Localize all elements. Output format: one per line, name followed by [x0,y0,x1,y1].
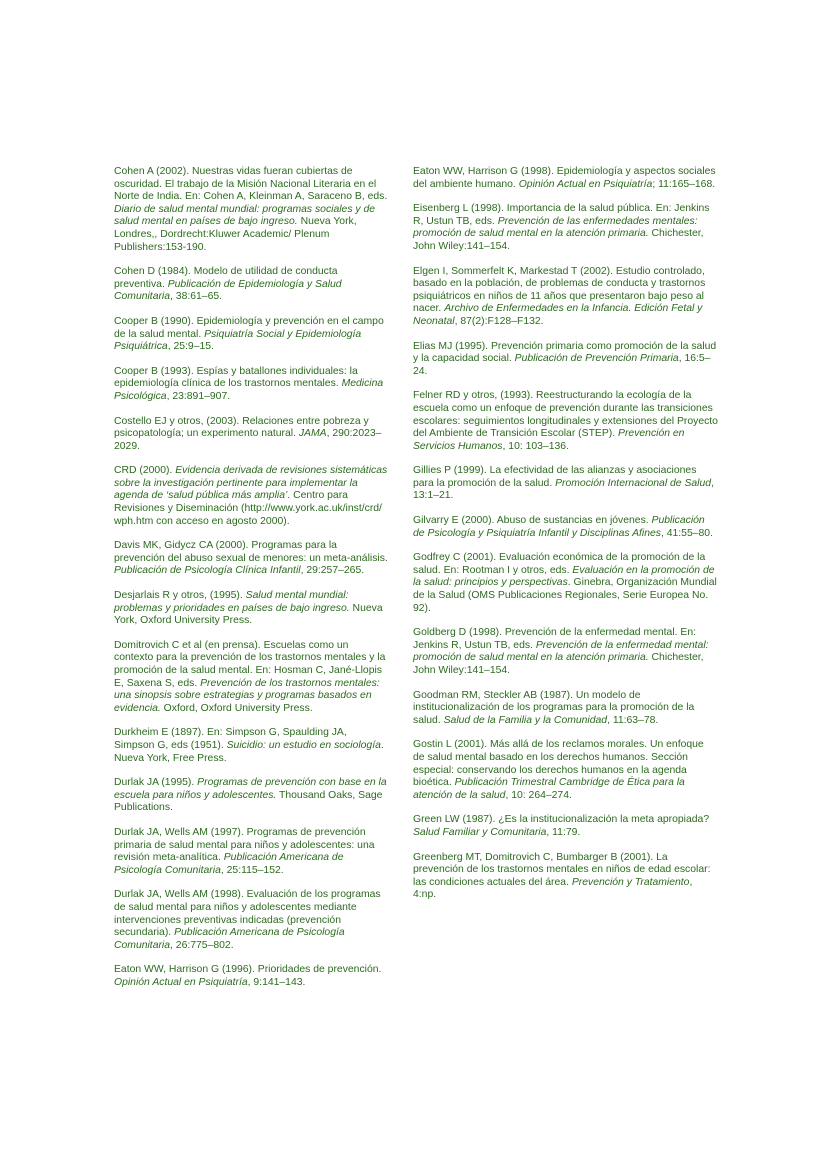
reference-text: Felner RD y otros, (1993). Reestructurando la ecología de la escuela como un enfoque de prevención durante las transiciones escolares: seguimientos longitudinales y extensiones del Proyecto del Ambiente de Transición Escolar (STEP). [413,390,718,440]
reference-text: , 13:1–21. [413,477,714,502]
reference-entry [114,416,390,454]
reference-entry [413,739,718,802]
reference-text: Durlak JA, Wells AM (1998). Evaluación de los programas de salud mental para niños y adolescentes mediante intervenciones preventivas indicadas (prevención secundaria). [114,889,381,939]
reference-source-title: Psiquiatría Social y Epidemiología Psiquiátrica [114,328,362,353]
reference-text: Gostin L (2001). Más allá de los reclamos morales. Un enfoque de salud mental basado en los derechos humanos. Sección especial: conservando los derechos humanos en la agenda bioética. [413,739,704,789]
reference-entry [114,465,390,528]
reference-text: . Ginebra, Organización Mundial de la Salud (OMS Publicaciones Regionales, Serie Europea No. 92). [413,577,717,614]
reference-text: , 10: 264–274. [505,789,572,801]
reference-entry [413,814,718,839]
reference-entry [114,366,390,404]
reference-text: Eaton WW, Harrison G (1998). Epidemiología y aspectos sociales del ambiente humano. [413,166,716,190]
reference-source-title: Prevención de la enfermedad mental: promoción de salud mental en la atención primaria. [413,639,709,664]
reference-text: , 87(2):F128–F132. [454,315,544,327]
reference-entry [413,203,718,253]
reference-text: Eaton WW, Harrison G (1996). Prioridades de prevención. [114,964,382,976]
reference-entry [114,590,390,628]
reference-source-title: Publicación Americana de Psicología Comunitaria [114,927,345,951]
reference-source-title: Suicidio: un estudio en sociología [226,739,381,751]
reference-text: , 25:115–152. [220,864,284,876]
reference-entry [413,266,718,329]
reference-source-title: Publicación de Psicología y Psiquiatría Infantil y Disciplinas Afines [413,515,705,539]
reference-text: CRD (2000). [114,465,176,477]
reference-entry [413,552,718,615]
reference-source-title: Publicación de Prevención Primaria [514,353,679,365]
reference-text: Eisenberg L (1998). Importancia de la salud pública. En: Jenkins R, Ustun TB, eds. [413,203,710,227]
reference-entry [413,465,718,503]
reference-text: Cooper B (1993). Espías y batallones individuales: la epidemiología clínica de los trastornos mentales. [114,365,358,390]
reference-text: Durlak JA (1995). [114,777,198,789]
reference-text: . Centro para Revisiones y Diseminación (http://www.york.ac.uk/inst/crd/ wph.htm con acceso en agosto 2000). [114,490,382,527]
reference-text: , 4:np. [413,876,693,901]
reference-text: Costello EJ y otros, (2003). Relaciones entre pobreza y psicopatología; un experimento natural. [114,415,369,440]
reference-text: Desjarlais R y otros, (1995). [114,590,246,602]
reference-entry [114,540,390,578]
reference-text: , 16:5–24. [413,353,711,377]
reference-text: Elias MJ (1995). Prevención primaria como promoción de la salud y la capacidad social. [413,340,717,365]
reference-entry [114,964,390,989]
reference-text: Oxford, Oxford University Press. [160,702,313,714]
reference-text: Davis MK, Gidycz CA (2000). Programas para la prevención del abuso sexual de menores: un meta-análisis. [114,540,388,564]
reference-entry [114,777,390,815]
reference-text: Elgen I, Sommerfelt K, Markestad T (2002). Estudio controlado, basado en la población, de problemas de conducta y trastornos psiquiátricos en niños de 11 años que presentaron bajo peso al nacer. [413,265,706,315]
reference-source-title: Publicación de Epidemiología y Salud Comunitaria [114,278,342,303]
reference-text: Godfrey C (2001). Evaluación económica de la promoción de la salud. En: Rootman I y otros, eds. [413,552,706,576]
reference-entry [114,827,390,877]
reference-source-title: Archivo de Enfermedades en la Infancia. Edición Fetal y Neonatal [413,303,703,327]
reference-source-title: Prevención de las enfermedades mentales: promoción de salud mental en la atención primaria. [413,215,698,240]
reference-text: Goldberg D (1998). Prevención de la enfermedad mental. En: Jenkins R, Ustun TB, eds. [413,627,697,651]
reference-source-title: Prevención en Servicios Humanos [413,428,685,452]
reference-source-title: Salud Familiar y Comunitaria [413,826,547,838]
reference-source-title: Salud mental mundial: problemas y prioridades en países de bajo ingreso. [114,590,350,614]
reference-text: , 38:61–65. [170,291,223,303]
reference-text: Gilvarry E (2000). Abuso de sustancias en jóvenes. [413,515,652,527]
references-column-right [413,166,718,914]
reference-source-title: Salud de la Familia y la Comunidad [443,714,608,726]
reference-entry [413,690,718,728]
reference-source-title: Opinión Actual en Psiquiatría [518,178,653,190]
reference-text: Cohen A (2002). Nuestras vidas fueran cubiertas de oscuridad. El trabajo de la Misión Nacional Literaria en el Norte de India. En: Cohen A, Kleinman A, Saraceno B, eds. [114,166,388,203]
reference-text: Green LW (1987). ¿Es la institucionalización la meta apropiada? [413,814,710,826]
reference-text: Domitrovich C et al (en prensa). Escuelas como un contexto para la prevención de los trastornos mentales y la promoción de la salud mental. En: Hosman C, Jané-Llopis E, Saxena S, eds. [114,639,386,689]
reference-text: Cohen D (1984). Modelo de utilidad de conducta preventiva. [114,266,338,290]
reference-source-title: Publicación Trimestral Cambridge de Ética para la atención de la salud [413,777,685,801]
reference-text: , 41:55–80. [660,527,713,539]
reference-text: Thousand Oaks, Sage Publications. [114,789,383,814]
reference-entry [114,266,390,304]
reference-text: Gillies P (1999). La efectividad de las alianzas y asociaciones para la promoción de la salud. [413,465,697,489]
reference-text: Chichester, John Wiley:141–154. [413,652,704,676]
reference-entry [114,316,390,354]
reference-text: Durlak JA, Wells AM (1997). Programas de prevención primaria de salud mental para niños y adolescentes: una revisión meta-analítica. [114,826,375,864]
reference-entry [413,166,718,191]
reference-text: , 11:63–78. [607,714,659,726]
reference-source-title: Prevención de los trastornos mentales: una sinopsis sobre estrategias y programas basados en evidencia. [114,677,380,714]
reference-text: , 25:9–15. [167,341,214,353]
reference-source-title: Evidencia derivada de revisiones sistemáticas sobre la investigación pertinente para implementar la agenda de ‘salud pública más amplia’ [114,465,388,502]
reference-source-title: Evaluación en la promoción de la salud: principios y perspectivas [413,564,715,589]
reference-source-title: JAMA [298,428,327,440]
reference-text: Nueva York, Oxford University Press. [114,602,383,627]
reference-text: Cooper B (1990). Epidemiología y prevención en el campo de la salud mental. [114,315,384,340]
references-column-left [114,166,390,1001]
reference-text: Greenberg MT, Domitrovich C, Bumbarger B (2001). La prevención de los trastornos mentales en niños de edad escolar: las condiciones actuales del área. [413,851,711,888]
reference-source-title: Programas de prevención con base en la escuela para niños y adolescentes. [114,777,387,801]
reference-text: , 9:141–143. [247,976,306,988]
reference-text: , 10: 103–136. [502,440,569,452]
reference-text: . Nueva York, Free Press. [114,739,384,764]
reference-entry [413,515,718,540]
reference-entry [413,627,718,677]
reference-text: , 23:891–907. [166,390,231,402]
reference-text: ; 11:165–168. [652,178,716,190]
reference-entry [114,889,390,952]
reference-text: Chichester, John Wiley:141–154. [413,228,704,252]
reference-entry [114,727,390,765]
reference-text: Nueva York, Londres,, Dordrecht:Kluwer Academic/ Plenum Publishers:153-190. [114,216,357,253]
reference-source-title: Publicación de Psicología Clínica Infantil [114,565,301,577]
reference-entry [413,852,718,902]
reference-source-title: Promoción Internacional de Salud [555,477,712,489]
reference-text: Durkheim E (1897). En: Simpson G, Spaulding JA, Simpson G, eds (1951). [114,727,347,751]
reference-entry [114,166,390,254]
reference-text: , 11:79. [546,826,581,838]
reference-text: , 29:257–265. [300,565,365,577]
reference-source-title: Opinión Actual en Psiquiatría [114,976,248,988]
reference-entry [413,341,718,379]
reference-source-title: Diario de salud mental mundial: programas sociales y de salud mental en países de bajo ingreso. [114,203,376,228]
reference-source-title: Prevención y Tratamiento [571,876,690,888]
reference-text: , 290:2023–2029. [114,428,382,452]
reference-source-title: Medicina Psicológica [114,378,384,402]
reference-entry [114,640,390,716]
reference-entry [413,390,718,453]
reference-text: , 26:775–802. [170,939,234,951]
reference-source-title: Publicación Americana de Psicología Comunitaria [114,852,344,876]
reference-text: Goodman RM, Steckler AB (1987). Un modelo de institucionalización de los programas para la promoción de la salud. [413,689,695,726]
